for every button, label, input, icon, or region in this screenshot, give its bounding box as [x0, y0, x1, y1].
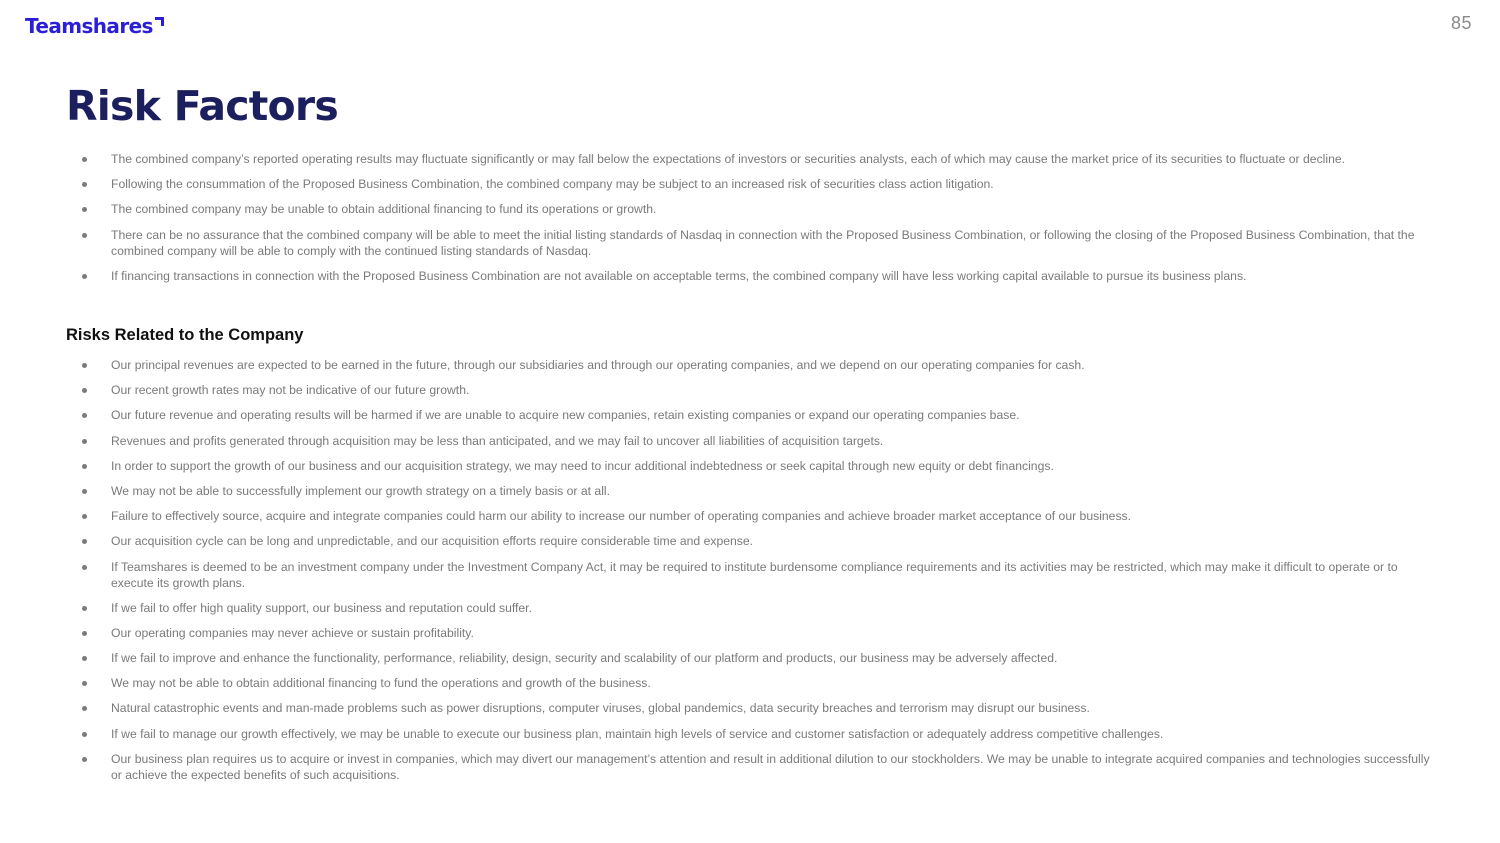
risk-bullet: In order to support the growth of our business and our acquisition strategy, we may need to incur additional indebtedness or seek capital through new equity or debt financings. [66, 458, 1436, 474]
risk-bullet: There can be no assurance that the combined company will be able to meet the initial listing standards of Nasdaq in connection with the Proposed Business Combination, or following the closing of the Proposed Business Combination, that the combined company will be able to comply with the continued listing standards of Nasdaq. [66, 227, 1436, 259]
risk-bullet: If Teamshares is deemed to be an investment company under the Investment Company Act, it may be required to institute burdensome compliance requirements and its activities may be restricted, which may make it difficult to operate or to execute its growth plans. [66, 559, 1436, 591]
section-heading: Risks Related to the Company [66, 326, 304, 344]
brand-name: Teamshares [25, 14, 153, 38]
risk-bullet: Our principal revenues are expected to be earned in the future, through our subsidiaries and through our operating companies, and we depend on our operating companies for cash. [66, 357, 1436, 373]
risk-bullet: We may not be able to successfully implement our growth strategy on a timely basis or at all. [66, 483, 1436, 499]
risk-bullet: If we fail to improve and enhance the functionality, performance, reliability, design, security and scalability of our platform and products, our business may be adversely affected. [66, 650, 1436, 666]
risk-bullet: Natural catastrophic events and man-made problems such as power disruptions, computer viruses, global pandemics, data security breaches and terrorism may disrupt our business. [66, 700, 1436, 716]
risk-bullet: The combined company may be unable to obtain additional financing to fund its operations or growth. [66, 201, 1436, 217]
risk-bullet: If we fail to offer high quality support, our business and reputation could suffer. [66, 600, 1436, 616]
risk-bullet: We may not be able to obtain additional financing to fund the operations and growth of the business. [66, 675, 1436, 691]
company-risk-list [66, 357, 1436, 792]
risk-bullet: Revenues and profits generated through acquisition may be less than anticipated, and we may fail to uncover all liabilities of acquisition targets. [66, 433, 1436, 449]
risk-bullet: If financing transactions in connection with the Proposed Business Combination are not available on acceptable terms, the combined company will have less working capital available to pursue its business plans. [66, 268, 1436, 284]
risk-bullet: Failure to effectively source, acquire and integrate companies could harm our ability to increase our number of operating companies and achieve broader market acceptance of our business. [66, 508, 1436, 524]
risk-bullet: Our business plan requires us to acquire or invest in companies, which may divert our management’s attention and result in additional dilution to our stockholders. We may be unable to integrate acquired companies and technologies successfully or achieve the expected benefits of such acquisitions. [66, 751, 1436, 783]
teamshares-logo [25, 13, 164, 39]
risk-bullet: Following the consummation of the Proposed Business Combination, the combined company may be subject to an increased risk of securities class action litigation. [66, 176, 1436, 192]
risk-bullet: Our future revenue and operating results will be harmed if we are unable to acquire new companies, retain existing companies or expand our operating companies base. [66, 407, 1436, 423]
risk-bullet: Our operating companies may never achieve or sustain profitability. [66, 625, 1436, 641]
corner-bracket-icon [155, 17, 164, 26]
risk-bullet: If we fail to manage our growth effectively, we may be unable to execute our business plan, maintain high levels of service and customer satisfaction or adequately address competitive challenges. [66, 726, 1436, 742]
risk-bullet: Our acquisition cycle can be long and unpredictable, and our acquisition efforts require considerable time and expense. [66, 533, 1436, 549]
intro-risk-list [66, 151, 1436, 293]
risk-bullet: The combined company’s reported operating results may fluctuate significantly or may fall below the expectations of investors or securities analysts, each of which may cause the market price of its securities to fluctuate or decline. [66, 151, 1436, 167]
risk-bullet: Our recent growth rates may not be indicative of our future growth. [66, 382, 1436, 398]
page-number: 85 [1450, 13, 1472, 33]
page-title: Risk Factors [66, 82, 338, 130]
